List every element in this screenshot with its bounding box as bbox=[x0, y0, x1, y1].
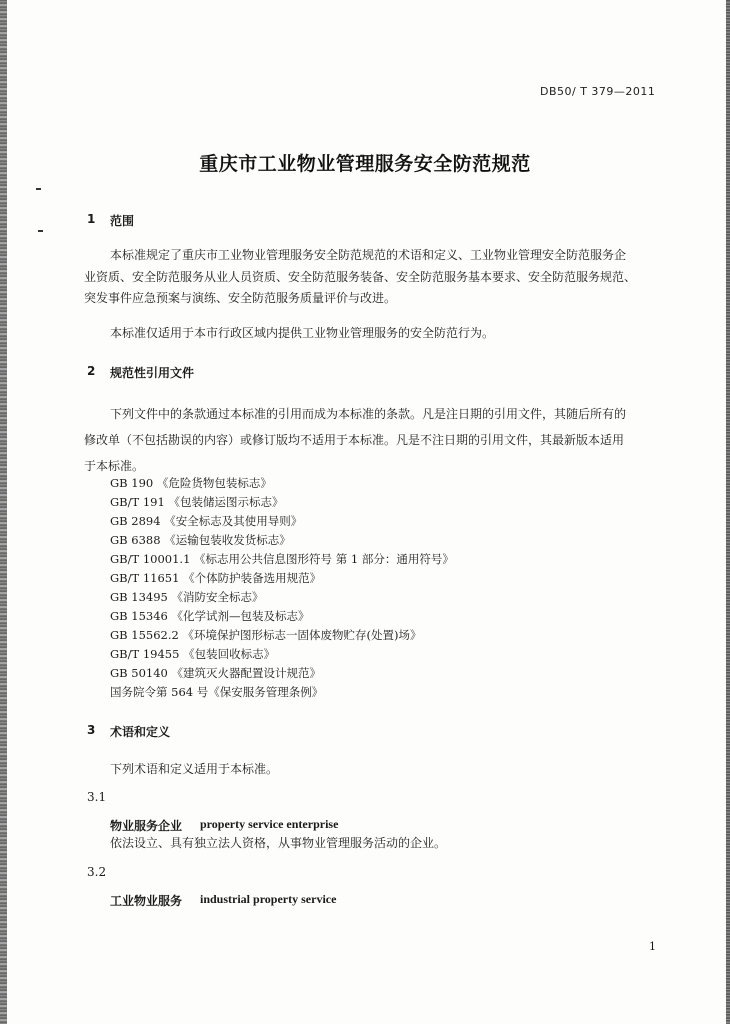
reference-item: GB 15562.2 《环境保护图形标志一固体废物贮存(处置)场》 bbox=[110, 628, 422, 642]
reference-item: GB 2894 《安全标志及其使用导则》 bbox=[110, 514, 303, 528]
paragraph-line: 于本标准。 bbox=[84, 459, 145, 473]
term-number: 3.1 bbox=[87, 790, 107, 804]
reference-item: GB/T 19455 《包装回收标志》 bbox=[110, 647, 276, 661]
scan-mark bbox=[36, 188, 41, 190]
section-title: 规范性引用文件 bbox=[110, 366, 195, 380]
section-title: 范围 bbox=[110, 214, 135, 228]
document-title: 重庆市工业物业管理服务安全防范规范 bbox=[199, 153, 531, 175]
term-chinese: 物业服务企业 bbox=[110, 819, 183, 833]
term-number: 3.2 bbox=[87, 865, 107, 879]
reference-item: GB 15346 《化学试剂—包装及标志》 bbox=[110, 609, 310, 623]
reference-item: GB 50140 《建筑灭火器配置设计规范》 bbox=[110, 666, 322, 680]
section-number: 3 bbox=[87, 723, 96, 737]
reference-item: 国务院令第 564 号《保安服务管理条例》 bbox=[110, 685, 324, 699]
paragraph-line: 业资质、安全防范服务从业人员资质、安全防范服务装备、安全防范服务基本要求、安全防范服务规范、 bbox=[84, 270, 637, 284]
paragraph-line: 下列文件中的条款通过本标准的引用而成为本标准的条款。凡是注日期的引用文件，其随后所有的 bbox=[110, 407, 627, 421]
paragraph-line: 本标准规定了重庆市工业物业管理服务安全防范规范的术语和定义、工业物业管理安全防范服务企 bbox=[110, 248, 627, 262]
reference-item: GB/T 11651 《个体防护装备选用规范》 bbox=[110, 571, 322, 585]
paragraph-line: 修改单（不包括勘误的内容）或修订版均不适用于本标准。凡是不注日期的引用文件，其最新版本适用 bbox=[84, 433, 625, 447]
reference-item: GB 190 《危险货物包装标志》 bbox=[110, 476, 272, 490]
scan-mark bbox=[38, 230, 43, 232]
term-english: property service enterprise bbox=[200, 817, 339, 831]
section-title: 术语和定义 bbox=[110, 725, 171, 739]
reference-item: GB 6388 《运输包装收发货标志》 bbox=[110, 533, 291, 547]
reference-item: GB 13495 《消防安全标志》 bbox=[110, 590, 264, 604]
paragraph: 本标准仅适用于本市行政区域内提供工业物业管理服务的安全防范行为。 bbox=[110, 326, 495, 340]
reference-item: GB/T 191 《包装储运图示标志》 bbox=[110, 495, 284, 509]
section-number: 2 bbox=[87, 364, 96, 378]
term-definition: 依法设立、具有独立法人资格，从事物业管理服务活动的企业。 bbox=[110, 836, 447, 850]
document-code: DB50/ T 379—2011 bbox=[540, 85, 656, 98]
reference-item: GB/T 10001.1 《标志用公共信息图形符号 第 1 部分：通用符号》 bbox=[110, 552, 454, 566]
section-number: 1 bbox=[87, 212, 96, 226]
page-number: 1 bbox=[649, 940, 656, 953]
paragraph: 下列术语和定义适用于本标准。 bbox=[110, 762, 279, 776]
paragraph-line: 突发事件应急预案与演练、安全防范服务质量评价与改进。 bbox=[84, 291, 397, 305]
term-english: industrial property service bbox=[200, 892, 337, 906]
term-chinese: 工业物业服务 bbox=[110, 894, 183, 908]
